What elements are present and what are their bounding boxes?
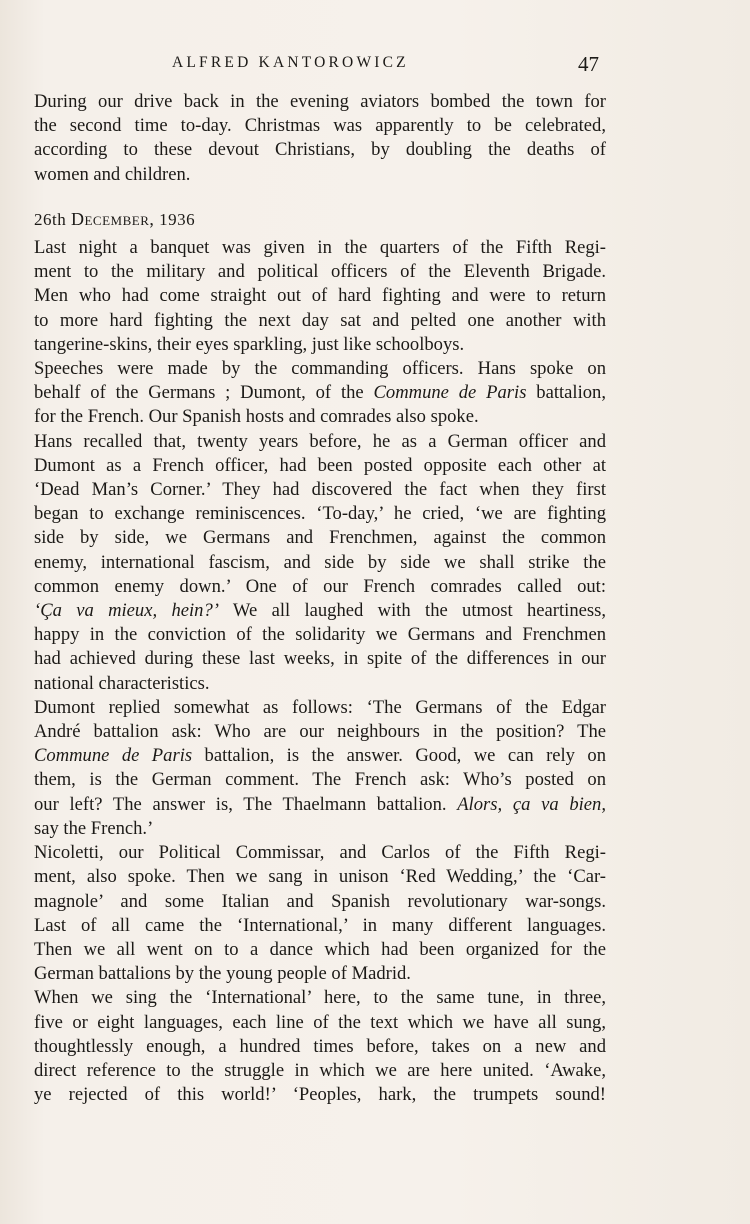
text-line: During our drive back in the evening aviators bombed the town for [34,91,606,112]
text-line: Last night a banquet was given in the quarters of the Fifth Regi- [34,237,606,259]
text-line [34,744,606,768]
paragraph-hans-recalled [34,430,606,696]
text-line [34,599,606,623]
text-line: to more hard fighting the next day sat and pelted one another with [34,309,606,331]
text-line: five or eight languages, each line of the text which we have all sung, [34,1011,606,1033]
text-line: national characteristics. [34,672,210,694]
text-line: André battalion ask: Who are our neighbours in the position? The [34,721,606,743]
text-line: Hans recalled that, twenty years before, he as a German officer and [34,430,606,452]
text-run: our left? The answer is, The Thaelmann battalion. [34,793,458,815]
text-line: Speeches were made by the commanding officers. Hans spoke on [34,358,606,380]
text-line: Men who had come straight out of hard fighting and were to return [34,285,606,307]
text-line: ment to the military and political officers of the Eleventh Brigade. [34,261,606,283]
paragraph-banquet [34,236,606,357]
body-text [34,90,606,1107]
text-line: the second time to-day. Christmas was apparently to be celebrated, [34,115,606,137]
text-line: for the French. Our Spanish hosts and comrades also spoke. [34,406,479,428]
text-line: Dumont replied somewhat as follows: ‘The Germans of the Edgar [34,696,606,718]
text-run: battalion, [526,382,607,404]
date-month: December, [70,208,155,229]
text-line: say the French.’ [34,817,154,839]
italic-run: ‘Ça va mieux, hein?’ [34,600,219,622]
text-line: common enemy down.’ One of our French comrades called out: [34,575,606,597]
text-run: battalion, is the answer. Good, we can rely on [192,745,606,767]
running-head: ALFRED KANTOROWICZ [172,54,409,71]
text-line: direct reference to the struggle in which we are here united. ‘Awake, [34,1059,606,1081]
paragraph-speeches [34,357,606,430]
page-number: 47 [578,52,599,76]
text-line: side by side, we Germans and Frenchmen, against the common [34,527,606,549]
text-line: happy in the conviction of the solidarity we Germans and Frenchmen [34,624,606,646]
text-line [34,381,606,405]
text-line: ye rejected of this world!’ ‘Peoples, hark, the trumpets sound! [34,1084,606,1106]
text-line [34,793,606,817]
italic-run: Commune de Paris [373,382,527,404]
text-run: We all laughed with the utmost heartiness, [218,600,606,622]
text-line: enemy, international fascism, and side by side we shall strike the [34,551,606,573]
paragraph-nicoletti [34,841,606,986]
text-line: ment, also spoke. Then we sang in unison ‘Red Wedding,’ the ‘Car- [34,866,606,888]
text-line: Dumont as a French officer, had been posted opposite each other at [34,454,606,476]
text-line: women and children. [34,163,191,185]
paragraph-drive-back [34,90,606,187]
text-line: Last of all came the ‘International,’ in many different languages. [34,914,606,936]
text-line: Then we all went on to a dance which had been organized for the [34,938,606,960]
paragraph-international [34,986,606,1107]
date-heading [34,207,606,232]
text-line: tangerine-skins, their eyes sparkling, just like schoolboys. [34,333,465,355]
text-line: ‘Dead Man’s Corner.’ They had discovered the fact when they first [34,479,606,501]
text-line: magnole’ and some Italian and Spanish revolutionary war-songs. [34,890,606,912]
paragraph-dumont-replied [34,696,606,841]
text-line: began to exchange reminiscences. ‘To-day,’ he cried, ‘we are fighting [34,503,606,525]
date-year: 1936 [159,209,196,229]
italic-run: Commune de Paris [34,745,193,767]
text-line: thoughtlessly enough, a hundred times before, takes on a new and [34,1035,606,1057]
text-line: Nicoletti, our Political Commissar, and Carlos of the Fifth Regi- [34,842,606,864]
text-line: had achieved during these last weeks, in spite of the differences in our [34,648,606,670]
text-line: German battalions by the young people of Madrid. [34,963,411,985]
text-run: behalf of the Germans ; Dumont, of the [34,382,374,404]
page-header [0,52,750,82]
date-day: 26th [34,209,67,229]
text-line: When we sing the ‘International’ here, to the same tune, in three, [34,987,606,1009]
text-line: them, is the German comment. The French ask: Who’s posted on [34,769,606,791]
italic-run: Alors, ça va bien, [457,793,606,815]
text-line: according to these devout Christians, by doubling the deaths of [34,139,606,161]
